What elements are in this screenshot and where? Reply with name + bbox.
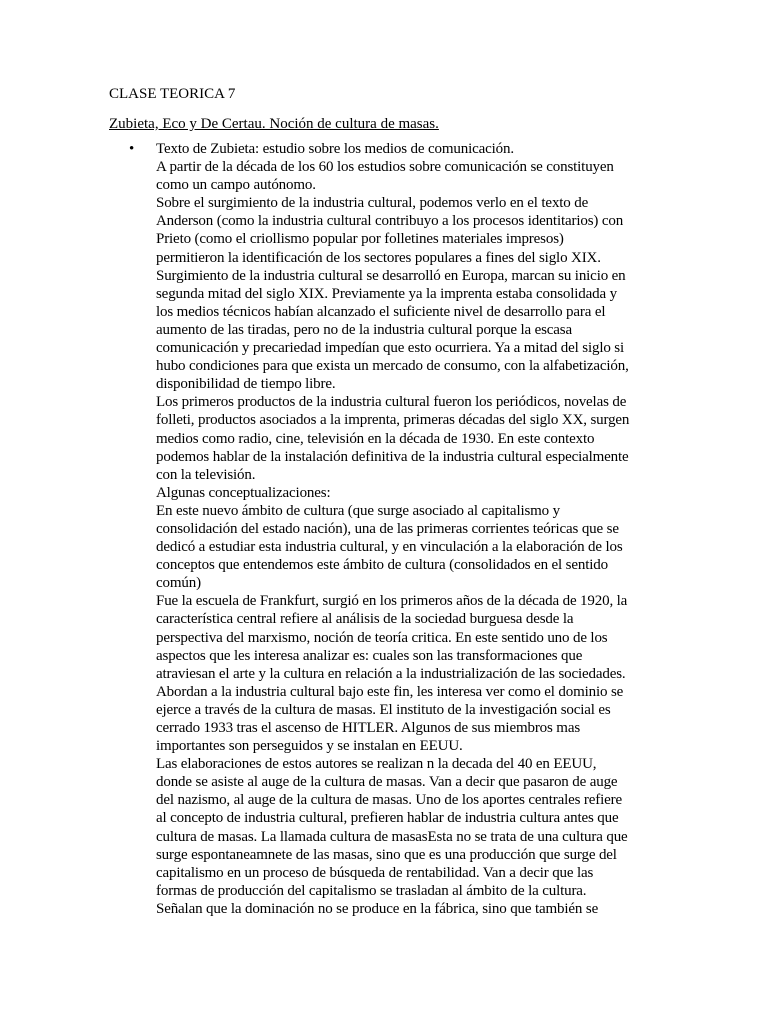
text-line: comunicación y precariedad impedían que esto ocurriera. Ya a mitad del siglo si xyxy=(156,340,624,357)
page-title: CLASE TEORICA 7 xyxy=(109,86,236,102)
text-line: capitalismo en un proceso de búsqueda de rentabilidad. Van a decir que las xyxy=(156,864,594,881)
text-line: folleti, productos asociados a la imprenta, primeras décadas del siglo XX, surgen xyxy=(156,412,630,429)
text-line: aspectos que les interesa analizar es: cuales son las transformaciones que xyxy=(156,647,583,664)
text-line: formas de producción del capitalismo se trasladan al ámbito de la cultura. xyxy=(156,882,587,899)
text-line: Prieto (como el criollismo popular por folletines materiales impresos) xyxy=(156,231,564,248)
text-line: Señalan que la dominación no se produce en la fábrica, sino que también se xyxy=(156,900,599,917)
text-line: conceptos que entendemos este ámbito de cultura (consolidados en el sentido xyxy=(156,557,608,574)
text-line: del nazismo, al auge de la cultura de masas. Uno de los aportes centrales refiere xyxy=(156,792,622,809)
text-line: Texto de Zubieta: estudio sobre los medios de comunicación. xyxy=(156,141,514,157)
text-line: como un campo autónomo. xyxy=(156,177,316,194)
text-line: hubo condiciones para que exista un mercado de consumo, con la alfabetización, xyxy=(156,358,629,375)
text-line: cultura de masas. La llamada cultura de masasEsta no se trata de una cultura que xyxy=(156,828,628,845)
text-line: permitieron la identificación de los sectores populares a fines del siglo XIX. xyxy=(156,249,601,266)
text-line: común) xyxy=(156,575,201,592)
text-line: Los primeros productos de la industria cultural fueron los periódicos, novelas de xyxy=(156,394,627,411)
text-line: Surgimiento de la industria cultural se desarrolló en Europa, marcan su inicio en xyxy=(156,267,626,284)
text-line: perspectiva del marxismo, noción de teoría critica. En este sentido uno de los xyxy=(156,629,608,646)
text-line: Sobre el surgimiento de la industria cultural, podemos verlo en el texto de xyxy=(156,195,589,212)
text-line: En este nuevo ámbito de cultura (que surge asociado al capitalismo y xyxy=(156,502,560,519)
text-line: importantes son perseguidos y se instalan en EEUU. xyxy=(156,738,463,755)
text-line: podemos hablar de la instalación definitiva de la industria cultural especialmente xyxy=(156,448,629,465)
text-line: dedicó a estudiar esta industria cultural, y en vinculación a la elaboración de los xyxy=(156,539,623,556)
bullet-marker: • xyxy=(129,141,135,157)
text-line: cerrado 1933 tras el ascenso de HITLER. Algunos de sus miembros mas xyxy=(156,720,581,736)
body-text xyxy=(156,140,668,918)
text-line: característica central refiere al análisis de la sociedad burguesa desde la xyxy=(156,611,574,628)
text-line: Fue la escuela de Frankfurt, surgió en los primeros años de la década de 1920, la xyxy=(156,593,628,610)
text-line: donde se asiste al auge de la cultura de masas. Van a decir que pasaron de auge xyxy=(156,774,618,791)
text-line: A partir de la década de los 60 los estudios sobre comunicación se constituyen xyxy=(156,159,614,176)
text-line: atraviesan el arte y la cultura en relación a la industrialización de las sociedades. xyxy=(156,665,626,682)
text-line: segunda mitad del siglo XIX. Previamente ya la imprenta estaba consolidada y xyxy=(156,285,617,302)
text-line: Algunas conceptualizaciones: xyxy=(156,484,331,501)
text-line: ejerce a través de la cultura de masas. El instituto de la investigación social es xyxy=(156,701,611,718)
text-line: aumento de las tiradas, pero no de la industria cultural porque la escasa xyxy=(156,321,572,338)
text-line: surge espontaneamnete de las masas, sino que es una producción que surge del xyxy=(156,846,617,863)
text-line: con la televisión. xyxy=(156,466,256,483)
text-line: los medios técnicos habían alcanzado el suficiente nivel de desarrollo para el xyxy=(156,303,606,320)
text-line: Anderson (como la industria cultural contribuyo a los procesos identitarios) con xyxy=(156,213,624,230)
text-line: disponibilidad de tiempo libre. xyxy=(156,376,336,393)
text-line: Abordan a la industria cultural bajo este fin, les interesa ver como el dominio se xyxy=(156,683,624,700)
text-line: al concepto de industria cultural, prefieren hablar de industria cultura antes que xyxy=(156,810,619,827)
page-subtitle: Zubieta, Eco y De Certau. Noción de cultura de masas. xyxy=(109,116,439,132)
text-line: medios como radio, cine, televisión en la década de 1930. En este contexto xyxy=(156,430,595,447)
text-line: consolidación del estado nación), una de las primeras corrientes teóricas que se xyxy=(156,520,619,537)
text-line: Las elaboraciones de estos autores se realizan n la decada del 40 en EEUU, xyxy=(156,756,597,773)
